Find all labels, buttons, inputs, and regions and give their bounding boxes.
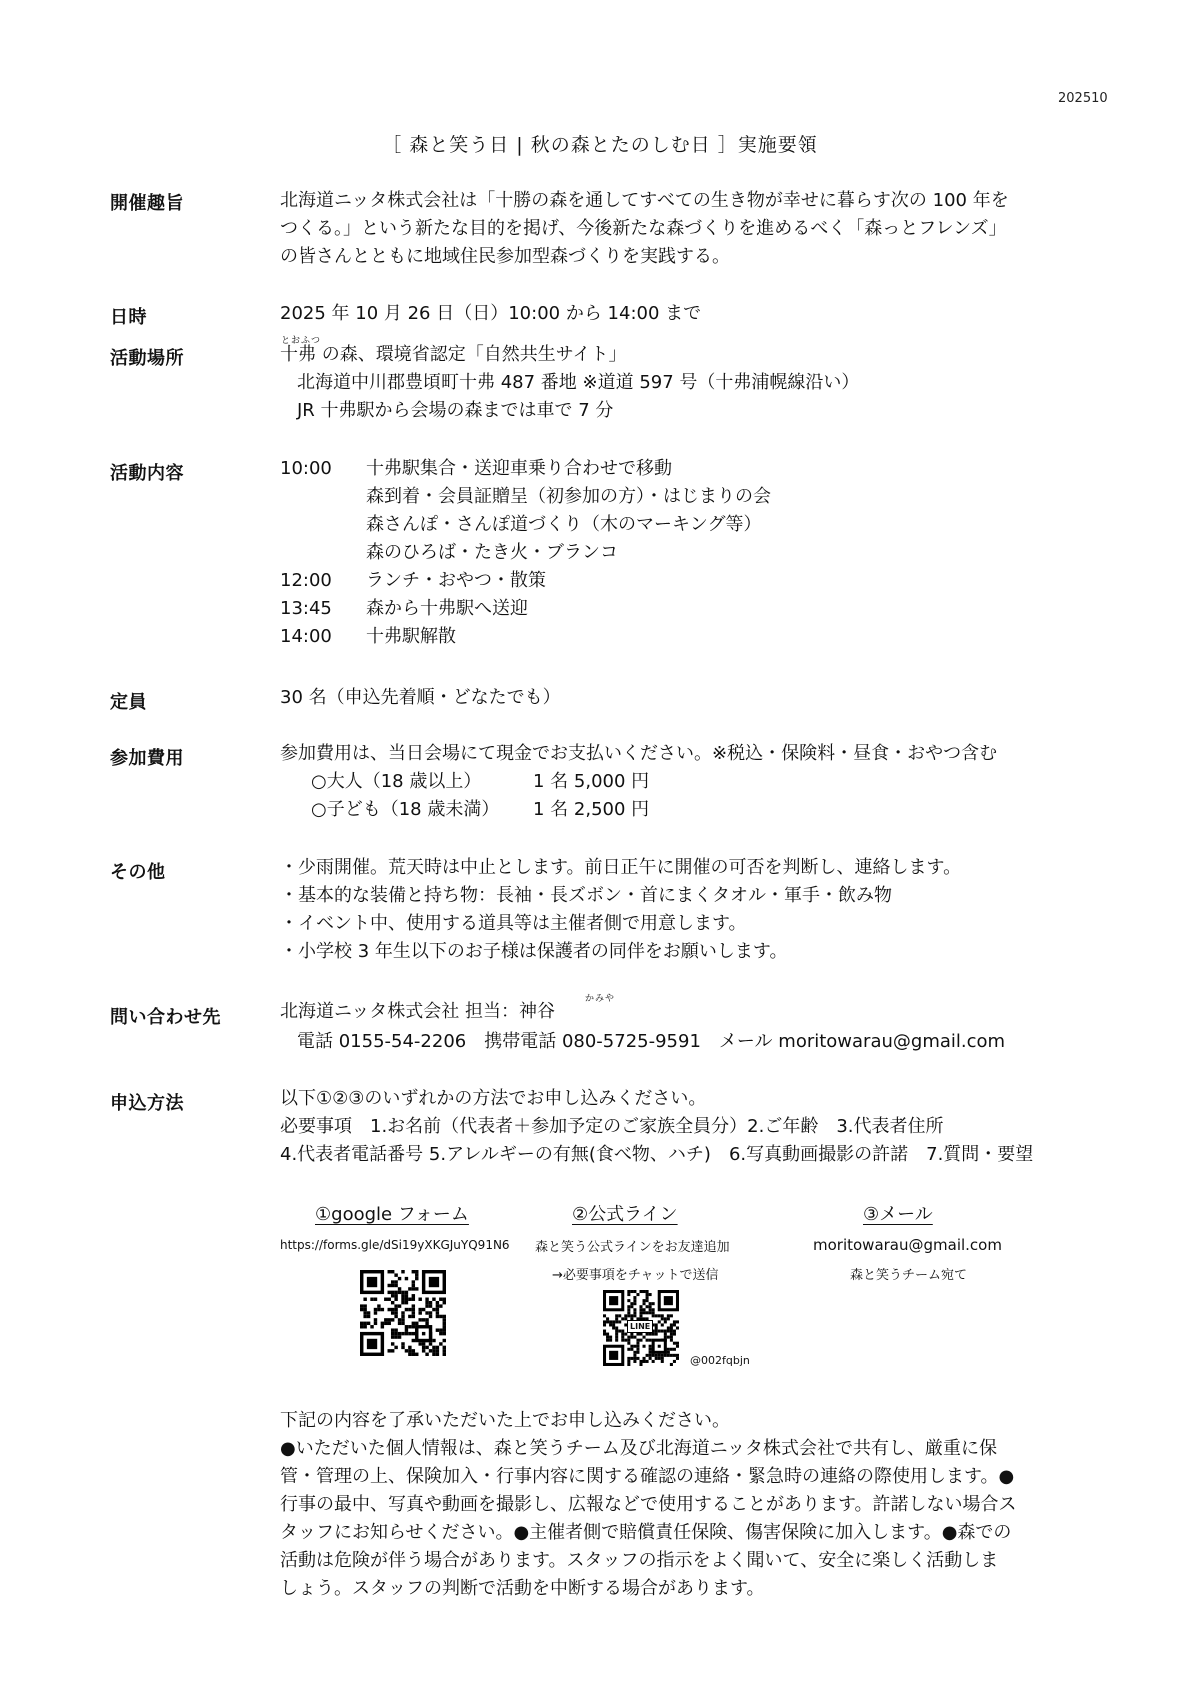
activity-row: 森到着・会員証贈呈（初参加の方）・はじまりの会	[366, 486, 771, 507]
place-line1: 十弗 の森、環境省認定「自然共生サイト」	[280, 344, 627, 365]
page-title: ［ 森と笑う日 | 秋の森とたのしむ日 ］実施要領	[382, 134, 818, 156]
activity-row: 13:45 森から十弗駅へ送迎	[280, 598, 528, 619]
apply-label: 申込方法	[110, 1093, 184, 1114]
purpose-text	[280, 187, 1009, 271]
fee-adult-label: ○大人（18 歳以上）	[311, 771, 482, 792]
fee-child-price: 1 名 2,500 円	[533, 799, 650, 820]
place-line3: JR 十弗駅から会場の森までは車で 7 分	[297, 400, 614, 421]
fee-child-label: ○子ども（18 歳未満）	[311, 799, 500, 820]
mail-note: 森と笑うチーム宛て	[850, 1268, 968, 1283]
fee-intro: 参加費用は、当日会場にて現金でお支払いください。※税込・保険料・昼食・おやつ含む	[280, 743, 998, 764]
apply-line: 4.代表者電話番号 5.アレルギーの有無(食べ物、ハチ) 6.写真動画撮影の許諾 7.質問・要望	[280, 1144, 1034, 1165]
contact-line1: 北海道ニッタ株式会社 担当：神谷	[280, 1001, 556, 1022]
activity-row: 森のひろば・たき火・ブランコ	[366, 542, 618, 563]
other-line: ・イベント中、使用する道具等は主催者側で用意します。	[280, 913, 747, 934]
apply-text	[280, 1085, 1033, 1169]
line-id: @002fqbjn	[690, 1354, 750, 1367]
notice-line: 下記の内容を了承いただいた上でお申し込みください。	[280, 1410, 730, 1431]
contact-label: 問い合わせ先	[110, 1007, 221, 1028]
fee-adult-price: 1 名 5,000 円	[533, 771, 650, 792]
activity-schedule	[280, 455, 771, 651]
notice-line: 管・管理の上、保険加入・行事内容に関する確認の連絡・緊急時の連絡の際使用します。●	[280, 1466, 1015, 1487]
fee-label: 参加費用	[110, 748, 184, 769]
notice-line: 行事の最中、写真や動画を撮影し、広報などで使用することがあります。許諾しない場合ス	[280, 1494, 1017, 1515]
notice-line: 活動は危険が伴う場合があります。スタッフの指示をよく聞いて、安全に楽しく活動しま	[280, 1550, 999, 1571]
line-official-label: ②公式ライン	[572, 1204, 678, 1225]
google-form-url[interactable]: https://forms.gle/dSi19yXKGJuYQ91N6	[280, 1238, 510, 1252]
google-form-label: ①google フォーム	[315, 1204, 469, 1225]
mail-label: ③メール	[863, 1204, 933, 1225]
place-line2: 北海道中川郡豊頃町十弗 487 番地 ※道道 597 号（十弗浦幌線沿い）	[297, 372, 860, 393]
datetime-label: 日時	[110, 307, 147, 328]
other-line: ・少雨開催。荒天時は中止とします。前日正午に開催の可否を判断し、連絡します。	[280, 857, 962, 878]
activity-row: 森さんぽ・さんぽ道づくり（木のマーキング等）	[366, 514, 762, 535]
contact-ruby: かみや	[585, 994, 616, 1004]
line-logo: LINE	[627, 1320, 653, 1333]
notice-line: ●いただいた個人情報は、森と笑うチーム及び北海道ニッタ株式会社で共有し、厳重に保	[280, 1438, 997, 1459]
contact-line2: 電話 0155-54-2206 携帯電話 080-5725-9591 メール moritowarau@gmail.com	[297, 1031, 1006, 1052]
notice-line: しょう。スタッフの判断で活動を中断する場合があります。	[280, 1578, 765, 1599]
capacity-label: 定員	[110, 692, 147, 713]
activities-label: 活動内容	[110, 463, 184, 484]
mail-address[interactable]: moritowarau@gmail.com	[813, 1236, 1002, 1254]
place-label: 活動場所	[110, 348, 184, 369]
line-add-friend-note: 森と笑う公式ラインをお友達追加	[535, 1240, 730, 1255]
line-chat-note: →必要事項をチャットで送信	[552, 1268, 719, 1283]
capacity-value: 30 名（申込先着順・どなたでも）	[280, 687, 561, 708]
activity-row: 14:00 十弗駅解散	[280, 626, 456, 647]
other-line: ・基本的な装備と持ち物：長袖・長ズボン・首にまくタオル・軍手・飲み物	[280, 885, 892, 906]
purpose-line: つくる。」という新たな目的を掲げ、今後新たな森づくりを進めるべく「森っとフレンズ」	[280, 218, 1007, 239]
notice-text	[280, 1407, 1017, 1603]
purpose-label: 開催趣旨	[110, 193, 184, 214]
datetime-value: 2025 年 10 月 26 日（日）10:00 から 14:00 まで	[280, 303, 702, 324]
apply-line: 必要事項 1.お名前（代表者＋参加予定のご家族全員分）2.ご年齢 3.代表者住所	[280, 1116, 944, 1137]
place-ruby: とおふつ	[281, 336, 322, 346]
document-id: 202510	[1058, 91, 1108, 106]
apply-line: 以下①②③のいずれかの方法でお申し込みください。	[280, 1088, 707, 1109]
google-form-qr-code	[360, 1270, 446, 1356]
notice-line: タッフにお知らせください。●主催者側で賠償責任保険、傷害保険に加入します。●森での	[280, 1522, 1012, 1543]
activity-row: 12:00 ランチ・おやつ・散策	[280, 570, 546, 591]
purpose-line: 北海道ニッタ株式会社は「十勝の森を通してすべての生き物が幸せに暮らす次の 100 年を	[280, 190, 1009, 211]
other-text	[280, 854, 961, 966]
other-label: その他	[110, 862, 166, 883]
other-line: ・小学校 3 年生以下のお子様は保護者の同伴をお願いします。	[280, 941, 788, 962]
activity-row: 10:00 十弗駅集合・送迎車乗り合わせで移動	[280, 458, 672, 479]
purpose-line: の皆さんとともに地域住民参加型森づくりを実践する。	[280, 246, 730, 267]
